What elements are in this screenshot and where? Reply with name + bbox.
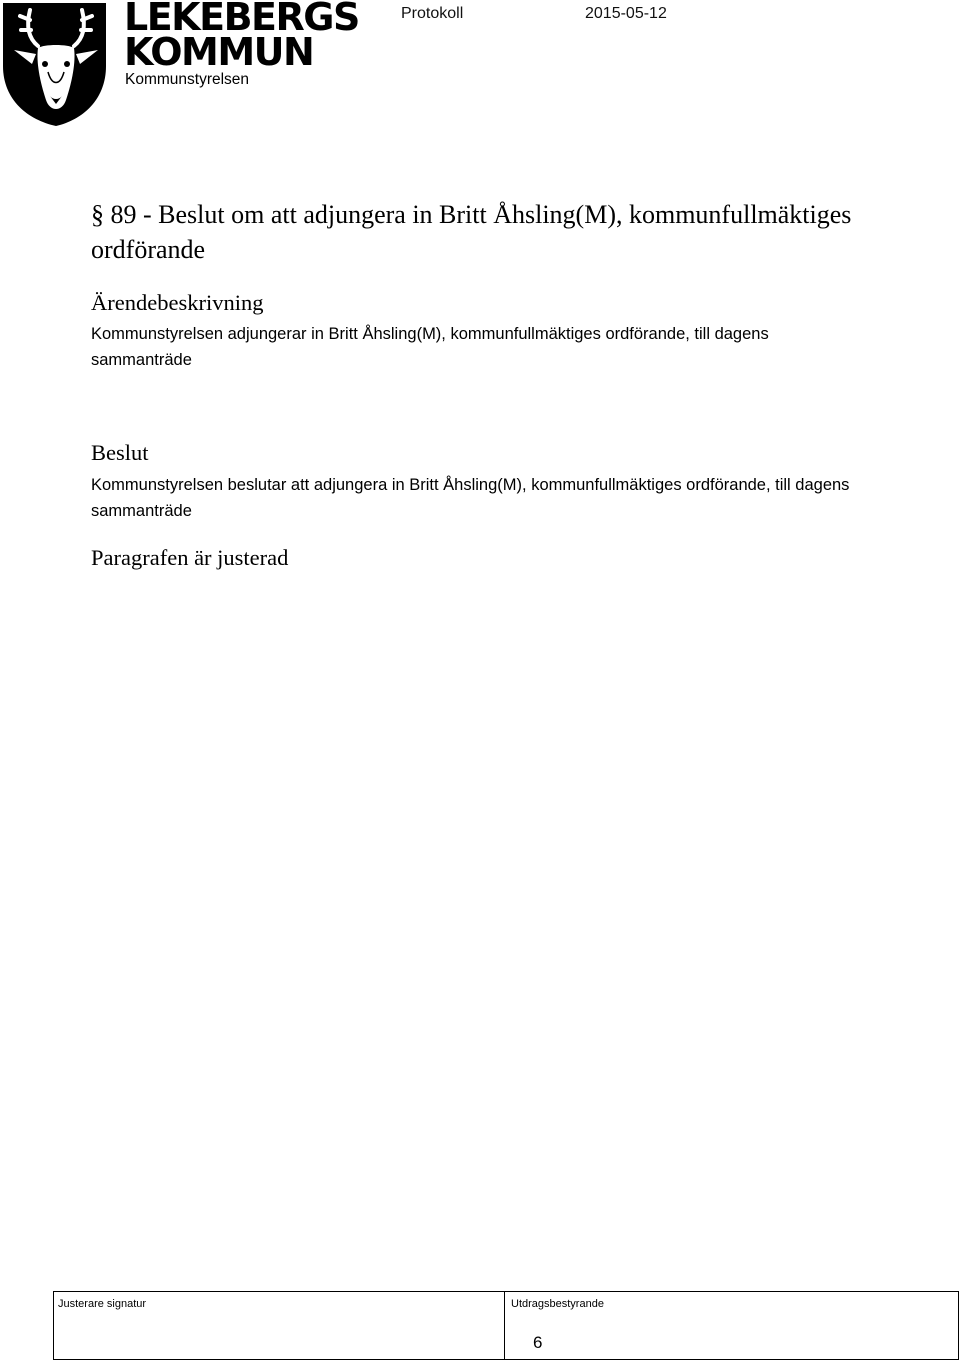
section-text-arendebeskrivning: Kommunstyrelsen adjungerar in Britt Åhsling(M), kommunfullmäktiges ordförande, till dagens sammanträde bbox=[91, 325, 769, 369]
org-name-line2: KOMMUN bbox=[124, 30, 314, 74]
page-number: 6 bbox=[533, 1333, 543, 1352]
document-type: Protokoll bbox=[401, 5, 464, 22]
section-heading-beslut: Beslut bbox=[91, 440, 149, 465]
section-text-beslut: Kommunstyrelsen beslutar att adjungera in Britt Åhsling(M), kommunfullmäktiges ordförande, till dagens sammanträde bbox=[91, 476, 850, 520]
page-title: § 89 - Beslut om att adjungera in Britt Åhsling(M), kommunfullmäktiges ordförande bbox=[91, 200, 852, 264]
org-unit: Kommunstyrelsen bbox=[125, 71, 250, 88]
section-heading-justerad: Paragrafen är justerad bbox=[91, 545, 289, 570]
org-name-line1: LEKEBERGS bbox=[124, 0, 359, 39]
document-date: 2015-05-12 bbox=[585, 5, 667, 22]
section-heading-arendebeskrivning: Ärendebeskrivning bbox=[91, 290, 264, 315]
utdragsbestyrande-label: Utdragsbestyrande bbox=[511, 1298, 604, 1310]
justerare-signatur-label: Justerare signatur bbox=[58, 1298, 147, 1310]
signature-footer bbox=[53, 1291, 959, 1360]
signature-box-left bbox=[54, 1292, 505, 1359]
municipality-crest-icon bbox=[0, 0, 112, 133]
